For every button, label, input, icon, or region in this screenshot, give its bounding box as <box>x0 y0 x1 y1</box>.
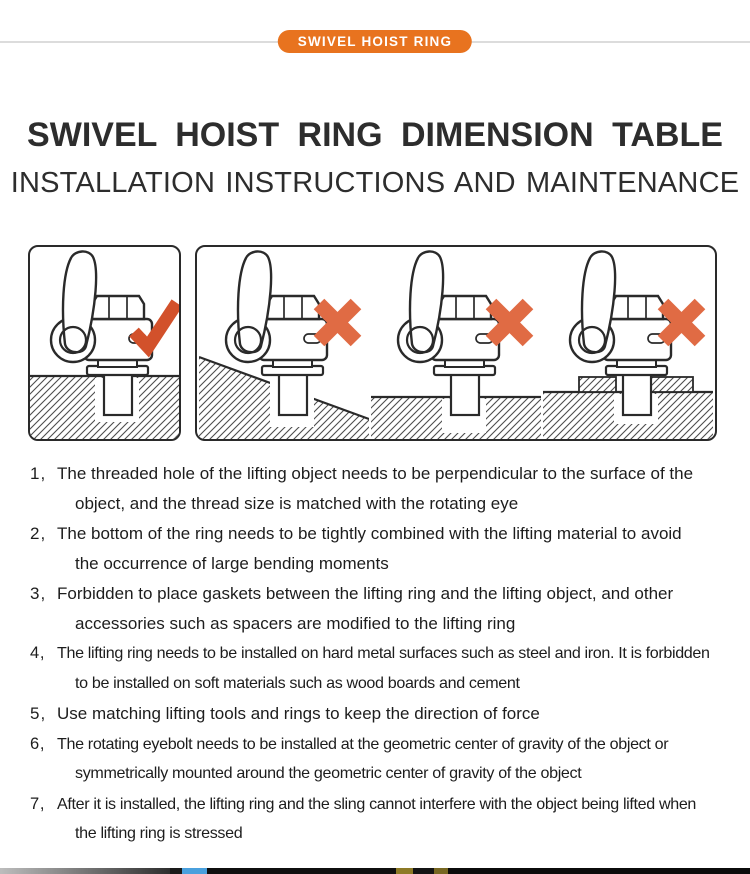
instruction-item <box>0 459 750 518</box>
instruction-item <box>0 639 750 698</box>
item-text: Forbidden to place gaskets between the lifting ring and the lifting object, and other accessories such as spacers are modified to the lifting ring <box>57 584 674 633</box>
installation-diagrams <box>28 245 717 441</box>
item-number: 4 , <box>30 639 44 669</box>
next-section-edge-segment <box>413 868 434 874</box>
next-section-edge-segment <box>448 868 750 874</box>
page-title: SWIVEL HOIST RING DIMENSION TABLE <box>27 116 723 154</box>
category-badge-label: SWIVEL HOIST RING <box>297 34 453 49</box>
instruction-list <box>0 459 750 850</box>
page-subtitle: INSTALLATION INSTRUCTIONS AND MAINTENANCE <box>10 167 740 199</box>
diagram-sloped-surface <box>199 247 369 439</box>
category-badge <box>278 30 472 53</box>
item-number: 2 , <box>30 519 45 549</box>
instruction-item <box>0 579 750 638</box>
item-text: The lifting ring needs to be installed on hard metal surfaces such as steel and iron. It is forbidden to be installed on soft materials such as wood boards and cement <box>57 644 710 692</box>
next-section-edge-segment <box>207 868 396 874</box>
next-section-edge <box>0 868 750 874</box>
instruction-item <box>0 790 750 849</box>
item-number: 6 , <box>30 730 44 760</box>
item-number: 1 , <box>30 459 45 489</box>
item-text: The bottom of the ring needs to be tightly combined with the lifting material to avoid the occurrence of large bending moments <box>57 524 682 573</box>
incorrect-installation-panel <box>195 245 717 441</box>
item-text: The threaded hole of the lifting object needs to be perpendicular to the surface of the object, and the thread size is matched with the rotating eye <box>57 464 694 513</box>
diagram-gasket-under-ring <box>543 247 713 439</box>
correct-installation-panel <box>28 245 181 441</box>
next-section-edge-segment <box>0 868 170 874</box>
item-number: 3 , <box>30 579 45 609</box>
next-section-edge-segment <box>434 868 448 874</box>
item-text: After it is installed, the lifting ring and the sling cannot interfere with the object being lifted when the lifting ring is stressed <box>57 794 697 842</box>
next-section-edge-segment <box>182 868 207 874</box>
next-section-edge-segment <box>170 868 182 874</box>
diagram-gap-under-ring <box>371 247 541 439</box>
diagram-flat-surface <box>30 247 179 439</box>
item-number: 5 , <box>30 699 45 729</box>
instruction-item <box>0 519 750 578</box>
item-text: Use matching lifting tools and rings to keep the direction of force <box>57 704 540 723</box>
item-text: The rotating eyebolt needs to be installed at the geometric center of gravity of the object or symmetrically mounted around the geometric center of gravity of the object <box>57 734 669 782</box>
next-section-edge-segment <box>396 868 413 874</box>
instruction-item <box>0 699 750 729</box>
item-number: 7 , <box>30 790 44 820</box>
instruction-item <box>0 730 750 789</box>
